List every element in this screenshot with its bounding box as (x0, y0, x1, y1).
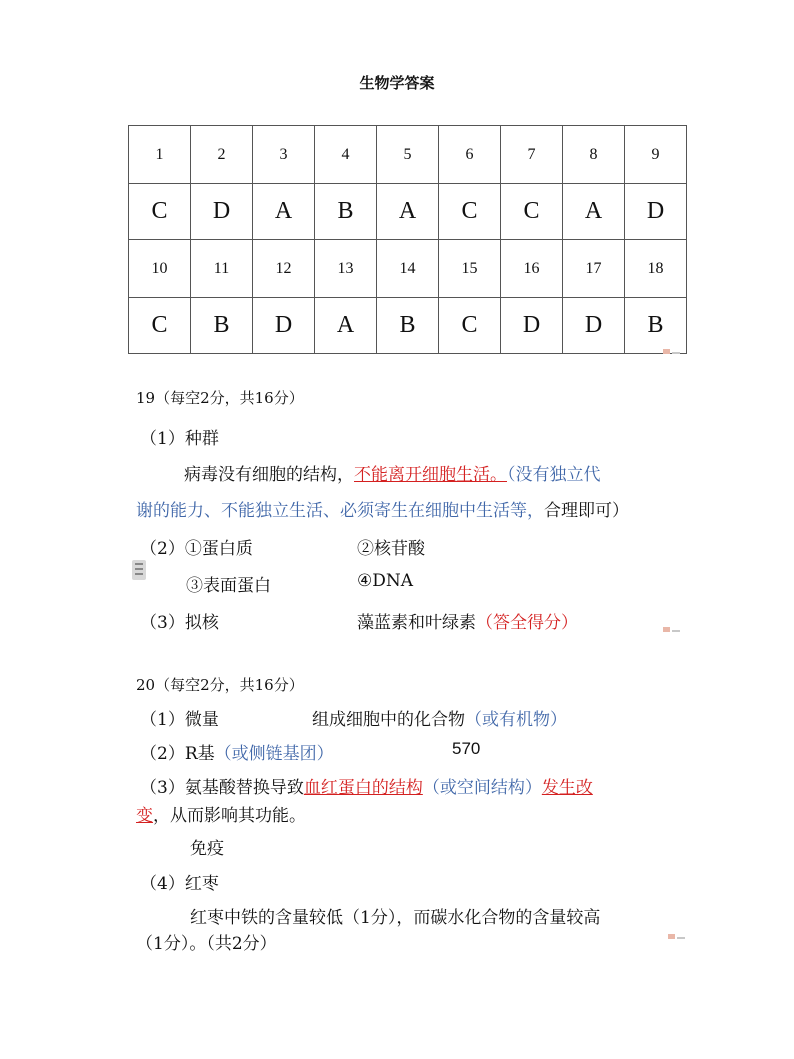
q20-part3-line2 (136, 801, 306, 826)
q20-part1-answer (312, 705, 567, 730)
q20-part1-label: （1）微量 (140, 710, 219, 730)
question-number-cell: 16 (501, 240, 563, 298)
q19-part3-label: （3）拟核 (140, 613, 219, 633)
question-number-cell: 13 (315, 240, 377, 298)
answer-row (129, 184, 687, 240)
question-number-cell: 17 (563, 240, 625, 298)
scan-marker (672, 352, 680, 354)
answer-cell: C (129, 184, 191, 240)
q19-part3-note: （答全得分） (476, 613, 578, 633)
q20-part3-alt-answer: （或空间结构） (422, 778, 542, 798)
question-number-cell: 12 (253, 240, 315, 298)
scan-marker (668, 934, 675, 939)
question-number-row (129, 240, 687, 298)
scan-marker (677, 937, 685, 939)
answer-row (129, 298, 687, 354)
answer-cell: C (439, 298, 501, 354)
answer-cell: D (253, 298, 315, 354)
question-number-cell: 11 (191, 240, 253, 298)
page-title: 生物学答案 (359, 74, 435, 92)
question-number-cell: 8 (563, 126, 625, 184)
answer-cell: D (625, 184, 687, 240)
question-number-cell: 4 (315, 126, 377, 184)
answer-cell: C (501, 184, 563, 240)
question-number-cell: 14 (377, 240, 439, 298)
q19-header: 19（每空2分，共16分） (136, 389, 304, 407)
q19-part1-label: （1）种群 (140, 429, 219, 449)
q19-part2-answer-b: ②核苷酸 (357, 539, 425, 559)
answer-cell: C (129, 298, 191, 354)
answer-cell: C (439, 184, 501, 240)
q19-part2-label: （2）①蛋白质 (140, 539, 253, 559)
q20-part2-alt-answer: （或侧链基团） (214, 744, 334, 764)
scan-marker (672, 630, 680, 632)
q20-header: 20（每空2分，共16分） (136, 676, 304, 694)
question-number-cell: 10 (129, 240, 191, 298)
q19-part3-answer-text: 藻蓝素和叶绿素 (357, 613, 476, 633)
answer-cell: A (377, 184, 439, 240)
q20-part3-label: （3）氨基酸替换导致 (140, 778, 304, 798)
answer-cell: B (315, 184, 377, 240)
scan-marker (663, 627, 670, 632)
q20-part2-label (140, 739, 334, 764)
q20-part3-text-end: ，从而影响其功能。 (153, 806, 306, 826)
answer-cell: A (315, 298, 377, 354)
q20-part2-label-text: （2）R基 (140, 744, 215, 764)
question-number-cell: 18 (625, 240, 687, 298)
q19-part2-answer-d: ④DNA (357, 571, 414, 591)
q19-part1-alt-answer-cont: 谢的能力、不能独立生活、必须寄生在细胞中生活等， (136, 501, 544, 521)
question-number-cell: 1 (129, 126, 191, 184)
q20-part1-answer-text: 组成细胞中的化合物 (312, 710, 465, 730)
question-number-cell: 7 (501, 126, 563, 184)
answer-cell: A (563, 184, 625, 240)
question-number-cell: 15 (439, 240, 501, 298)
question-number-cell: 6 (439, 126, 501, 184)
q20-part4-text-2: （1分）。（共2分） (136, 934, 277, 954)
q20-part2-value: 570 (452, 739, 481, 758)
answer-cell: D (563, 298, 625, 354)
q19-part1-explanation-cont (136, 496, 629, 521)
q20-part3-key-answer: 血红蛋白的结构 (303, 778, 423, 798)
answer-table (128, 125, 687, 354)
answer-cell: B (191, 298, 253, 354)
q19-part2-answer-c: ③表面蛋白 (186, 576, 271, 596)
sidebar-tab[interactable] (132, 560, 146, 580)
question-number-cell: 2 (191, 126, 253, 184)
q20-part3-line1 (140, 773, 593, 798)
answer-cell: D (501, 298, 563, 354)
q19-part1-text: 病毒没有细胞的结构， (184, 465, 354, 485)
answer-cell: B (625, 298, 687, 354)
q20-part4-label: （4）红枣 (140, 874, 219, 894)
question-number-row (129, 126, 687, 184)
q19-part1-key-answer: 不能离开细胞生活。 (354, 465, 507, 485)
q19-part1-alt-answer: （没有独立代 (507, 465, 601, 485)
question-number-cell: 3 (253, 126, 315, 184)
q19-part1-note: 合理即可） (544, 501, 629, 521)
question-number-cell: 5 (377, 126, 439, 184)
answer-cell: D (191, 184, 253, 240)
q19-part3-answer (357, 608, 578, 633)
answer-cell: A (253, 184, 315, 240)
question-number-cell: 9 (625, 126, 687, 184)
answer-cell: B (377, 298, 439, 354)
scan-marker (663, 349, 670, 354)
q20-part1-alt-answer: （或有机物） (465, 710, 567, 730)
q19-part1-explanation (184, 460, 601, 485)
q20-part3-extra: 免疫 (190, 839, 224, 859)
q20-part4-text-1: 红枣中铁的含量较低（1分），而碳水化合物的含量较高 (190, 908, 601, 928)
q20-part3-key-answer-cont: 发生改 (541, 778, 593, 798)
q20-part3-key-answer-end: 变 (136, 806, 153, 826)
